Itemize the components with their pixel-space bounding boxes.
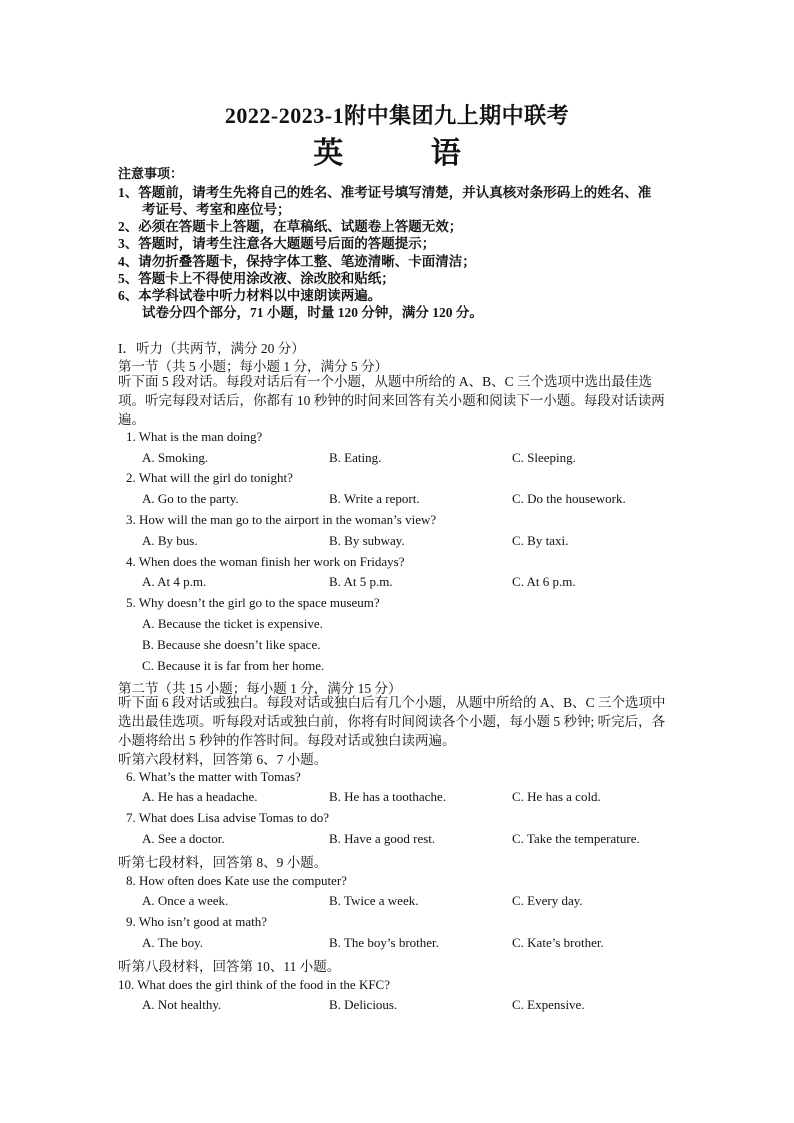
exam-title: 2022-2023-1附中集团九上期中联考 [224,103,570,128]
q2-option-b: B. Write a report. [329,491,420,506]
notice-heading: 注意事项： [118,166,184,181]
notice-item-6: 6、本学科试卷中听力材料以中速朗读两遍。 [118,288,382,303]
notice-item-2: 2、必须在答题卡上答题，在草稿纸、试题卷上答题无效； [118,219,463,234]
q3-option-a: A. By bus. [142,533,198,548]
q1-option-a: A. Smoking. [142,450,209,465]
notice-summary: 试卷分四个部分，71 小题，时量 120 分钟，满分 120 分。 [142,305,483,320]
section2-instructions: 听下面 6 段对话或独白。每段对话或独白后有几个小题，从题中所给的 A、B、C 三个选项中选出最佳选项。听每段对话或独白前，你将有时间阅读各个小题，每小题 5 秒钟; 听完后，各小题将给出 5 秒钟的作答时间。每段对话或独白读两遍。 [118,695,666,748]
question-7: 7. What does Lisa advise Tomas to do? [126,810,329,825]
question-4: 4. When does the woman finish her work on Fridays? [126,554,405,569]
q2-option-c: C. Do the housework. [512,491,626,506]
q6-option-c: C. He has a cold. [512,789,601,804]
part1-heading: I．听力（共两节，满分 20 分） [118,341,305,356]
notice-item-5: 5、答题卡上不得使用涂改液、涂改胶和贴纸； [118,271,395,286]
q5-option-a: A. Because the ticket is expensive. [142,616,323,631]
notice-item-4: 4、请勿折叠答题卡，保持字体工整、笔迹清晰、卡面清洁； [118,254,476,269]
q2-option-a: A. Go to the party. [142,491,239,506]
notice-item-1: 1、答题前，请考生先将自己的姓名、准考证号填写清楚，并认真核对条形码上的姓名、准 [118,185,652,200]
section2-heading: 第二节（共 15 小题；每小题 1 分，满分 15 分） [118,681,402,696]
q6-option-a: A. He has a headache. [142,789,258,804]
question-3: 3. How will the man go to the airport in the woman’s view? [126,512,437,527]
material-6-instruction: 听第六段材料，回答第 6、7 小题。 [118,752,328,767]
q4-option-a: A. At 4 p.m. [142,574,207,589]
q4-option-c: C. At 6 p.m. [512,574,576,589]
subject-title: 英 语 [313,137,501,170]
section1-heading: 第一节（共 5 小题；每小题 1 分，满分 5 分） [118,359,388,374]
q7-option-b: B. Have a good rest. [329,831,436,846]
q10-option-a: A. Not healthy. [142,997,222,1012]
q9-option-b: B. The boy’s brother. [329,935,439,950]
notice-item-3: 3、答题时，请考生注意各大题题号后面的答题提示； [118,236,436,251]
q1-option-c: C. Sleeping. [512,450,576,465]
notice-item-1-cont: 考证号、考室和座位号； [142,202,291,217]
q6-option-b: B. He has a toothache. [329,789,446,804]
q7-option-c: C. Take the temperature. [512,831,640,846]
question-5: 5. Why doesn’t the girl go to the space museum? [126,595,380,610]
question-10: 10. What does the girl think of the food in the KFC? [118,977,390,992]
q8-option-b: B. Twice a week. [329,893,419,908]
q8-option-c: C. Every day. [512,893,583,908]
material-8-instruction: 听第八段材料，回答第 10、11 小题。 [118,959,341,974]
q7-option-a: A. See a doctor. [142,831,225,846]
q9-option-a: A. The boy. [142,935,204,950]
question-9: 9. Who isn’t good at math? [126,914,268,929]
question-8: 8. How often does Kate use the computer? [126,873,347,888]
q5-option-c: C. Because it is far from her home. [142,658,325,673]
q3-option-c: C. By taxi. [512,533,569,548]
question-6: 6. What’s the matter with Tomas? [126,769,301,784]
q9-option-c: C. Kate’s brother. [512,935,604,950]
q8-option-a: A. Once a week. [142,893,229,908]
question-2: 2. What will the girl do tonight? [126,470,293,485]
q4-option-b: B. At 5 p.m. [329,574,393,589]
material-7-instruction: 听第七段材料，回答第 8、9 小题。 [118,855,328,870]
q10-option-c: C. Expensive. [512,997,585,1012]
section1-instructions: 听下面 5 段对话。每段对话后有一个小题，从题中所给的 A、B、C 三个选项中选出最佳选项。听完每段对话后，你都有 10 秒钟的时间来回答有关小题和阅读下一小题。每段对话读两遍。 [118,374,665,427]
q5-option-b: B. Because she doesn’t like space. [142,637,321,652]
q3-option-b: B. By subway. [329,533,405,548]
q1-option-b: B. Eating. [329,450,382,465]
q10-option-b: B. Delicious. [329,997,398,1012]
question-1: 1. What is the man doing? [126,429,263,444]
